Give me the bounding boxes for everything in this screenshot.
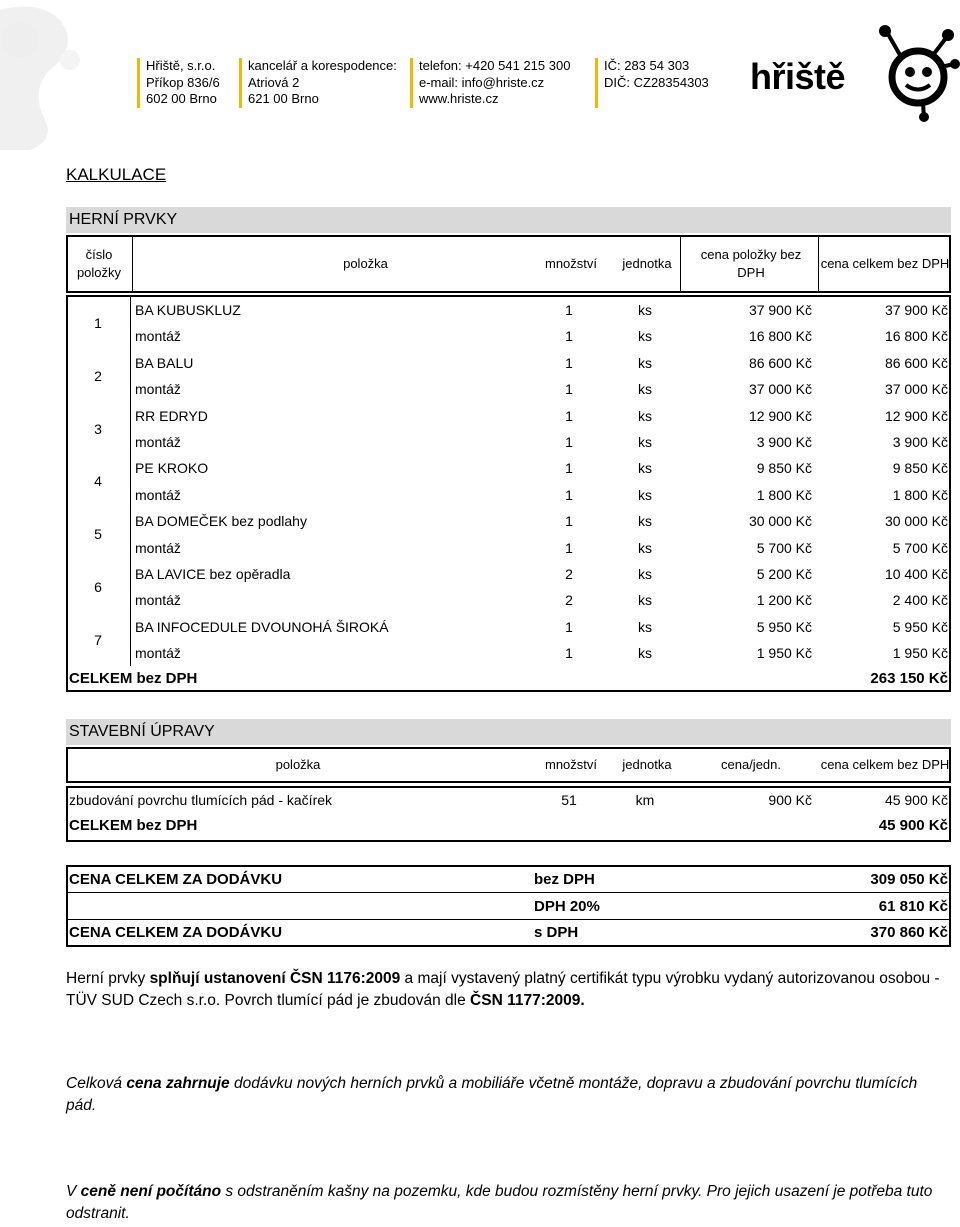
group-number: 5 [94, 526, 102, 543]
office-street: Atriová 2 [248, 74, 300, 90]
summary-value: 370 860 Kč [870, 924, 948, 941]
item-unit: ks [638, 354, 652, 371]
summary-row-dph [66, 894, 951, 920]
item-qty: 1 [565, 513, 573, 530]
table-row [66, 787, 951, 813]
item-price: 3 900 Kč [756, 434, 812, 450]
item-qty: 1 [565, 486, 573, 503]
summary-row-bez-dph [66, 867, 951, 893]
item-name: montáž [135, 539, 181, 556]
table-row [66, 403, 951, 429]
col-header-polozka: položka [343, 256, 388, 271]
table-row [66, 508, 951, 534]
item-qty: 1 [565, 381, 573, 398]
stavebni-table-header [66, 747, 951, 783]
col-header-celkem: cena celkem bez DPH [820, 256, 950, 271]
item-name: zbudování povrchu tlumících pád - kačírek [69, 792, 333, 808]
item-unit: ks [638, 460, 652, 477]
item-name: montáž [135, 645, 181, 662]
table-row [66, 323, 951, 349]
note-emphasis: cena zahrnuje [126, 1075, 230, 1092]
table-row [66, 376, 951, 402]
col-header-cislo: číslo položky [76, 247, 122, 280]
col-header-celkem: cena celkem bez DPH [820, 757, 950, 772]
item-name: RR EDRYD [135, 407, 208, 424]
note-text: s odstraněním kašny na pozemku, kde budou rozmístěny herní prvky. Pro jejich usazení je potřeba tuto odstranit. [66, 1183, 933, 1222]
summary-value: 309 050 Kč [870, 871, 948, 888]
summary-value: 61 810 Kč [878, 898, 948, 915]
item-total: 86 600 Kč [884, 354, 948, 371]
item-qty: 1 [565, 328, 573, 345]
note-emphasis: ČSN 1177:2009. [470, 992, 585, 1009]
item-unit: ks [638, 381, 652, 398]
stavebni-total-label: CELKEM bez DPH [69, 817, 198, 834]
item-unit: ks [638, 407, 652, 424]
email: e-mail: info@hriste.cz [419, 74, 545, 90]
table-row [66, 429, 951, 455]
item-unit: ks [638, 302, 652, 318]
table-row [66, 587, 951, 613]
header-divider [410, 58, 413, 108]
company-city: 602 00 Brno [146, 91, 217, 106]
company-name: Hřiště, s.r.o. [146, 58, 216, 73]
item-qty: 1 [565, 618, 573, 635]
item-price: 1 200 Kč [756, 592, 812, 609]
col-header-jednotka: jednotka [622, 757, 672, 772]
table-row [66, 614, 951, 640]
group-number: 3 [94, 420, 102, 437]
item-name: montáž [135, 328, 181, 345]
group-number: 4 [94, 473, 102, 490]
item-total: 37 000 Kč [884, 381, 948, 398]
table-row [66, 535, 951, 561]
item-price: 16 800 Kč [748, 328, 812, 345]
note-text: dodávku nových herních prvků a mobiliáře včetně montáže, dopravu a zbudování povrchu tlumících pád. [66, 1075, 918, 1114]
website: www.hriste.cz [419, 91, 499, 106]
item-unit: ks [638, 539, 652, 556]
office-label: kancelář a korespodence: [248, 58, 397, 73]
item-total: 37 900 Kč [884, 302, 948, 318]
summary-type: s DPH [534, 924, 579, 941]
contact-info [419, 58, 570, 108]
certification-note [66, 968, 951, 1012]
note-emphasis: ceně není počítáno [80, 1183, 222, 1200]
item-price: 900 Kč [768, 792, 812, 808]
stavebni-total-row [66, 813, 951, 839]
table-row [66, 482, 951, 508]
item-total: 5 950 Kč [892, 618, 948, 635]
herni-table-header [66, 235, 951, 293]
col-header-polozka: položka [275, 757, 321, 772]
item-unit: ks [638, 513, 652, 530]
item-total: 45 900 Kč [884, 792, 948, 808]
item-name: montáž [135, 592, 181, 609]
item-name: PE KROKO [135, 460, 209, 477]
item-total: 1 950 Kč [892, 645, 948, 662]
note-text: V [66, 1183, 81, 1200]
phone: telefon: +420 541 215 300 [419, 58, 571, 73]
item-total: 1 800 Kč [892, 486, 948, 503]
summary-type: DPH 20% [534, 898, 600, 915]
item-total: 10 400 Kč [884, 566, 948, 582]
office-city: 621 00 Brno [248, 91, 319, 106]
item-total: 2 400 Kč [892, 592, 948, 609]
item-total: 16 800 Kč [884, 328, 948, 345]
ico: IČ: 283 54 303 [604, 58, 690, 73]
item-name: BA INFOCEDULE DVOUNOHÁ ŠIROKÁ [135, 618, 389, 635]
company-address [146, 58, 220, 108]
item-name: BA LAVICE bez opěradla [135, 566, 291, 582]
item-qty: 51 [561, 792, 577, 808]
group-number: 1 [94, 315, 102, 331]
office-address [248, 58, 397, 108]
item-unit: ks [638, 592, 652, 609]
item-price: 1 950 Kč [756, 645, 812, 662]
group-number: 2 [94, 367, 102, 384]
item-qty: 1 [565, 354, 573, 371]
item-unit: ks [638, 566, 652, 582]
item-price: 37 900 Kč [748, 302, 812, 318]
item-price: 12 900 Kč [748, 407, 812, 424]
group-number: 7 [94, 631, 102, 648]
table-row [66, 561, 951, 587]
summary-label: CENA CELKEM ZA DODÁVKU [69, 924, 283, 941]
item-qty: 1 [565, 460, 573, 477]
col-header-mnozstvi: množství [544, 757, 597, 772]
stavebni-total-value: 45 900 Kč [878, 817, 948, 834]
item-qty: 1 [565, 645, 573, 662]
note-emphasis: splňují ustanovení ČSN 1176:2009 [149, 970, 401, 987]
col-header-cena: cena položky bez DPH [700, 247, 802, 280]
summary-label: CENA CELKEM ZA DODÁVKU [69, 871, 283, 888]
table-row [66, 640, 951, 666]
company-street: Příkop 836/6 [146, 74, 220, 90]
section-heading-stavebni-upravy: STAVEBNÍ ÚPRAVY [66, 719, 951, 745]
price-includes-note [66, 1073, 951, 1117]
note-text: Herní prvky [66, 970, 150, 987]
item-price: 30 000 Kč [748, 513, 812, 530]
item-total: 5 700 Kč [892, 539, 948, 556]
company-ids [604, 58, 709, 91]
page-title: KALKULACE [66, 165, 167, 184]
item-total: 30 000 Kč [884, 513, 948, 530]
item-total: 12 900 Kč [884, 407, 948, 424]
item-price: 5 700 Kč [756, 539, 812, 556]
section-heading-herni-prvky: HERNÍ PRVKY [66, 207, 951, 233]
table-row [66, 297, 951, 323]
item-qty: 2 [565, 592, 573, 609]
item-total: 9 850 Kč [892, 460, 948, 477]
item-name: montáž [135, 381, 181, 398]
herni-total-value: 263 150 Kč [870, 670, 948, 687]
item-qty: 1 [565, 539, 573, 556]
header-divider [595, 58, 598, 108]
dic: DIČ: CZ28354303 [604, 74, 709, 90]
item-unit: ks [638, 328, 652, 345]
table-row [66, 350, 951, 376]
herni-total-row [66, 666, 951, 692]
note-text: Celková [66, 1075, 127, 1092]
item-qty: 1 [565, 407, 573, 424]
header-divider [137, 58, 140, 108]
item-name: BA BALU [135, 354, 194, 371]
summary-row-s-dph [66, 920, 951, 946]
header-divider [239, 58, 242, 108]
table-row [66, 455, 951, 481]
decorative-corner-graphic [0, 0, 110, 150]
item-name: montáž [135, 486, 181, 503]
item-price: 5 200 Kč [756, 566, 812, 582]
price-excludes-note [66, 1181, 951, 1225]
item-price: 5 950 Kč [756, 618, 812, 635]
item-unit: ks [638, 618, 652, 635]
item-unit: ks [638, 434, 652, 450]
item-name: BA KUBUSKLUZ [135, 302, 241, 318]
item-name: BA DOMEČEK bez podlahy [135, 513, 307, 530]
summary-type: bez DPH [534, 871, 595, 888]
item-unit: ks [638, 486, 652, 503]
item-price: 86 600 Kč [748, 354, 812, 371]
item-name: montáž [135, 434, 181, 450]
item-qty: 1 [565, 302, 573, 318]
item-unit: ks [638, 645, 652, 662]
item-total: 3 900 Kč [892, 434, 948, 450]
col-header-mnozstvi: množství [544, 256, 597, 271]
item-unit: km [635, 792, 655, 808]
item-qty: 1 [565, 434, 573, 450]
herni-total-label: CELKEM bez DPH [69, 670, 198, 687]
item-qty: 2 [565, 566, 573, 582]
group-number: 6 [94, 579, 102, 595]
note-text: a mají vystavený platný certifikát typu výrobku vydaný autorizovanou osobou - TÜV SUD Czech s.r.o. Povrch tlumící pád je zbudován dle [66, 970, 940, 1009]
item-price: 9 850 Kč [756, 460, 812, 477]
col-header-jednotka: jednotka [622, 256, 672, 271]
logo-wordmark: hřiště [750, 56, 846, 97]
item-price: 1 800 Kč [756, 486, 812, 503]
col-header-cena: cena/jedn. [721, 757, 781, 772]
item-price: 37 000 Kč [748, 381, 812, 398]
